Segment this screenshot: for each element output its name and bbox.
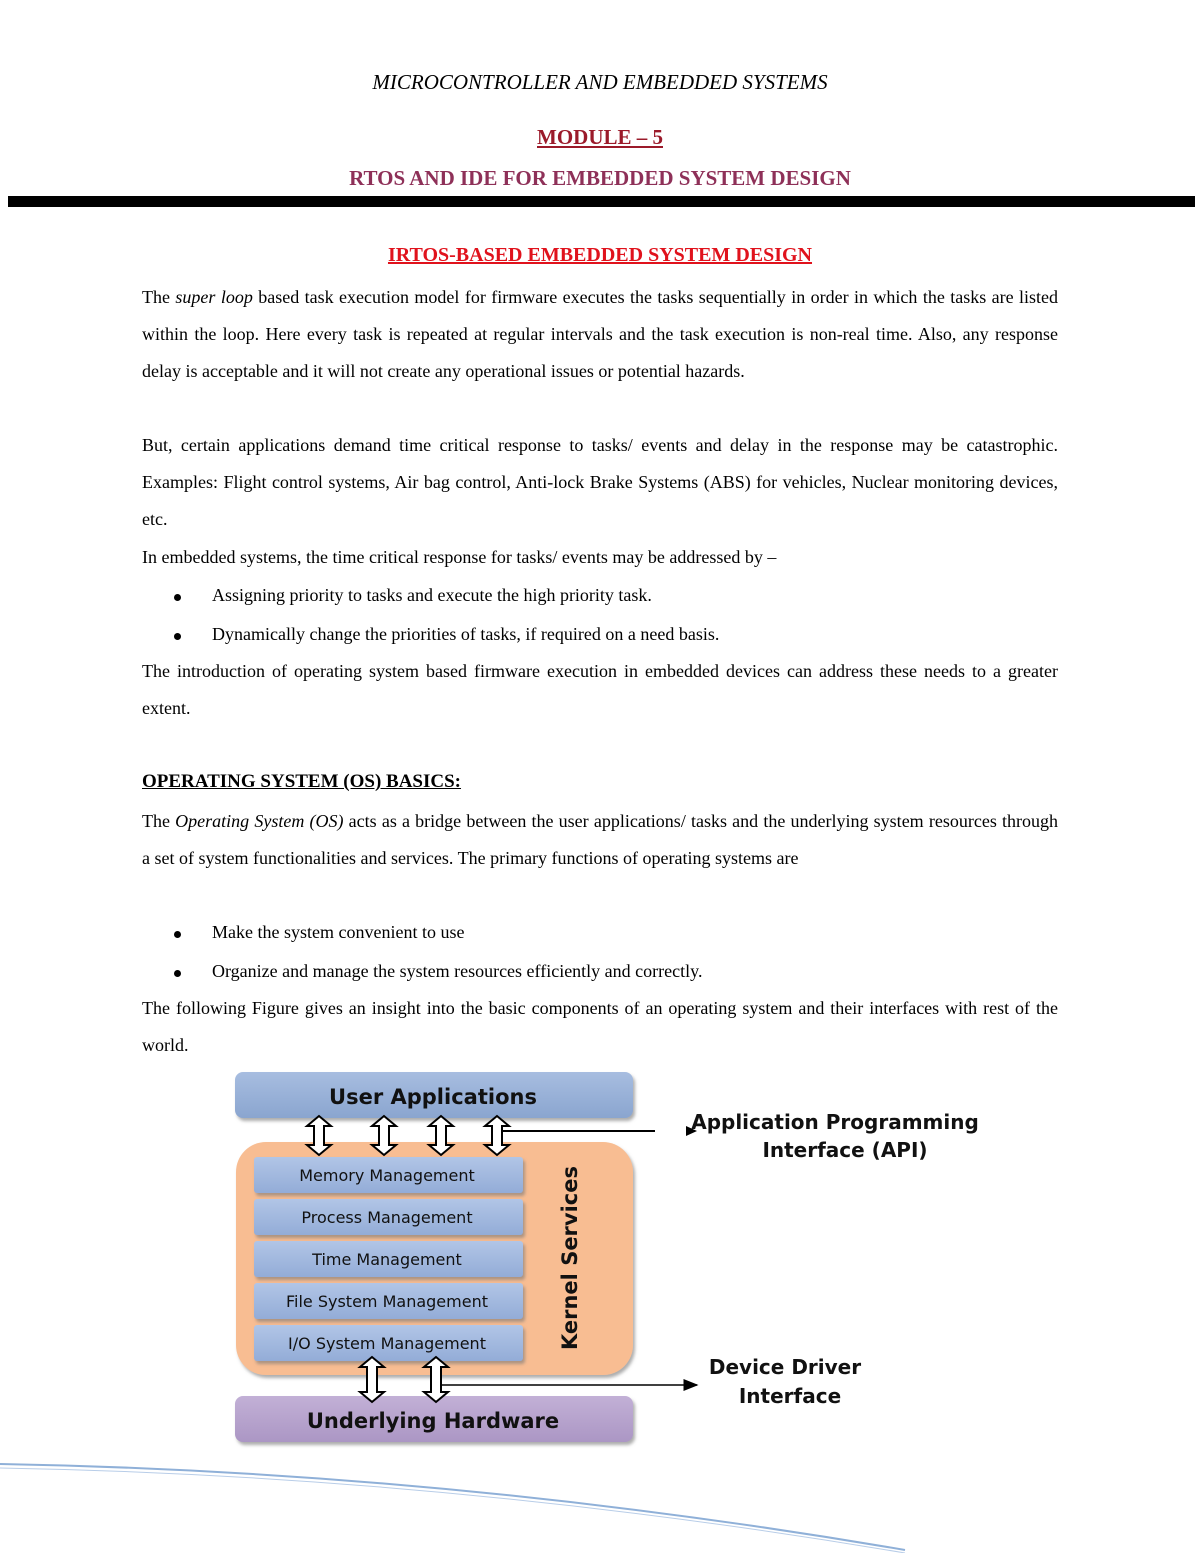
driver-label-line1: Device Driver bbox=[708, 1355, 862, 1379]
paragraph-addressed-by: In embedded systems, the time critical response for tasks/ events may be addressed by – bbox=[142, 547, 777, 567]
kernel-services-label: Kernel Services bbox=[558, 1165, 582, 1351]
paragraph-os-introduction: The introduction of operating system based firmware execution in embedded devices can address these needs to a greater extent. bbox=[142, 661, 1058, 719]
module-title: MODULE – 5 bbox=[537, 125, 663, 149]
bullet-item: Dynamically change the priorities of tasks, if required on a need basis. bbox=[212, 624, 720, 644]
decorative-page-curve bbox=[0, 1450, 1200, 1553]
module-label: Memory Management bbox=[299, 1166, 475, 1185]
module-label: File System Management bbox=[285, 1292, 489, 1311]
paragraph-os-bridge: The Operating System (OS) acts as a bridge between the user applications/ tasks and the underlying system resources through a set of system functionalities and services. The primary functions of operating systems are bbox=[142, 811, 1058, 869]
module-label: Process Management bbox=[301, 1208, 473, 1227]
bullet-item: Make the system convenient to use bbox=[212, 922, 465, 942]
driver-label-line2: Interface bbox=[738, 1384, 842, 1408]
paragraph-figure-intro: The following Figure gives an insight into the basic components of an operating system and their interfaces with rest of the world. bbox=[142, 998, 1058, 1056]
hardware-label: Underlying Hardware bbox=[306, 1409, 560, 1433]
paragraph-time-critical: But, certain applications demand time critical response to tasks/ events and delay in the response may be catastrophic. Examples: Flight control systems, Air bag control, Anti-lock Brake Systems (ABS) for vehicles, Nuclear monitoring devices, etc. bbox=[142, 435, 1058, 530]
module-subtitle: RTOS AND IDE FOR EMBEDDED SYSTEM DESIGN bbox=[349, 166, 851, 190]
section-heading-os-basics: OPERATING SYSTEM (OS) BASICS: bbox=[142, 771, 462, 792]
kernel-modules bbox=[254, 1157, 523, 1361]
document-title: MICROCONTROLLER AND EMBEDDED SYSTEMS bbox=[372, 70, 828, 94]
paragraph-super-loop: The super loop based task execution model for firmware executes the tasks sequentially in order in which the tasks are listed within the loop. Here every task is repeated at regular intervals and the task execution is non-real time. Also, any response delay is acceptable and it will not create any operational issues or potential hazards. bbox=[142, 287, 1059, 382]
module-label: Time Management bbox=[312, 1250, 462, 1269]
user-applications-label: User Applications bbox=[329, 1085, 537, 1109]
bullet-item: Assigning priority to tasks and execute the high priority task. bbox=[212, 585, 652, 605]
section-heading-rtos: IRTOS-BASED EMBEDDED SYSTEM DESIGN bbox=[387, 244, 813, 266]
api-label-line1: Application Programming bbox=[691, 1110, 979, 1134]
module-label: I/O System Management bbox=[288, 1334, 486, 1353]
bullet-item: Organize and manage the system resources efficiently and correctly. bbox=[212, 961, 703, 981]
api-label-line2: Interface (API) bbox=[762, 1138, 928, 1162]
